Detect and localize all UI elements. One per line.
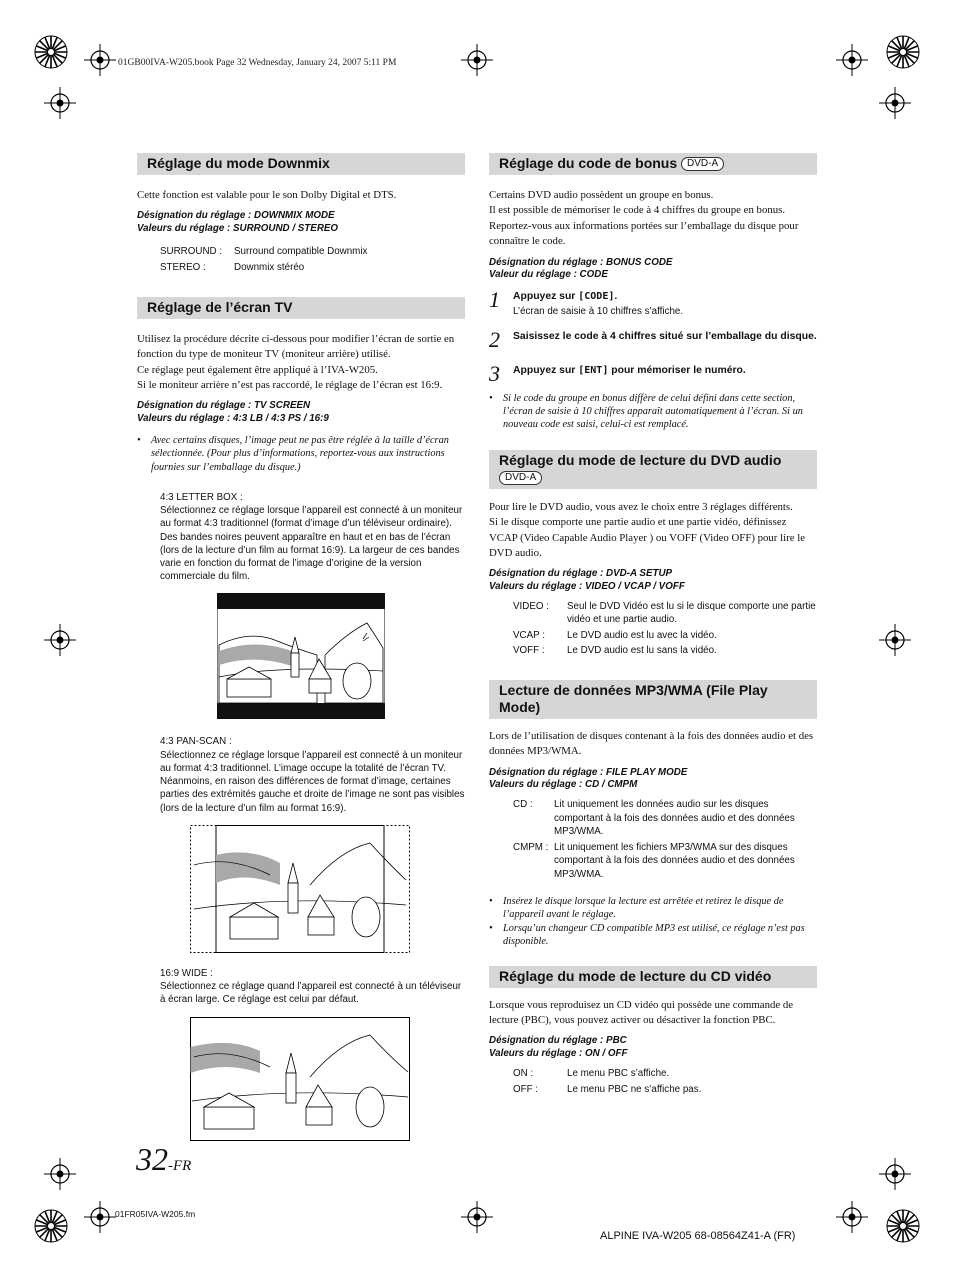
option-row	[513, 1082, 817, 1098]
bullet: •	[489, 922, 493, 934]
bonus-note	[489, 392, 817, 432]
code-key: [CODE]	[578, 291, 615, 303]
option-key: CD :	[513, 799, 533, 810]
ent-key: [ENT]	[578, 364, 609, 376]
tv-intro-3: Si le moniteur arrière n’est pas raccordé, le réglage de l’écran est 16:9.	[137, 379, 443, 392]
letterbox-text: Sélectionnez ce réglage lorsque l’appareil est connecté à un moniteur au format 4:3 traditionnel (format d’image d’un téléviseur ordinaire). Des bandes noires peuvent apparaître en haut et en bas de l’écran (lors de la lecture d’un film au format 16:9). La largeur de ces bandes varie en fonction du format de l’image d’origine de la version commerciale du film.	[160, 505, 463, 583]
option-value: Le menu PBC ne s’affiche pas.	[567, 1083, 702, 1095]
option-key: VOFF :	[513, 645, 545, 657]
downmix-designation: Désignation du réglage : DOWNMIX MODE	[137, 210, 335, 222]
mp3-designation: Désignation du réglage : FILE PLAY MODE	[489, 766, 688, 778]
step-text-pre: Appuyez sur	[513, 291, 579, 303]
page-number-suffix: -FR	[168, 1158, 192, 1174]
dvd-a-badge: DVD-A	[499, 471, 542, 485]
letterbox-desc	[160, 491, 465, 583]
section-title-video-cd: Réglage du mode de lecture du CD vidéo	[489, 966, 817, 988]
option-value: Le DVD audio est lu avec la vidéo.	[567, 629, 717, 641]
option-key: SURROUND :	[160, 245, 223, 257]
option-value: Downmix stéréo	[234, 261, 305, 273]
dvd-audio-designation: Désignation du réglage : DVD-A SETUP	[489, 568, 673, 580]
option-row	[513, 841, 817, 882]
option-value: Surround compatible Downmix	[234, 245, 368, 257]
bonus-title-text: Réglage du code de bonus	[499, 155, 678, 171]
step-2	[489, 326, 817, 352]
footer-model-code: ALPINE IVA-W205 68-08564Z41-A (FR)	[600, 1230, 796, 1242]
mp3-note-1	[489, 895, 817, 922]
wide-desc	[160, 967, 465, 1007]
note-text: Avec certains disques, l’image peut ne pas être réglée à la taille d’écran sélectionnée. (Pour plus d’informations, reportez-vous aux instructions fournies sur l’emballage du disque.)	[151, 434, 449, 473]
step-text-post: pour mémoriser le numéro.	[608, 364, 746, 376]
step-number: 3	[489, 360, 500, 386]
step-text: Saisissez le code à 4 chiffres situé sur l’emballage du disque.	[513, 330, 817, 342]
step-number: 1	[489, 287, 500, 313]
section-title-tv-screen: Réglage de l’écran TV	[137, 297, 465, 319]
bullet: •	[489, 392, 493, 404]
downmix-values: Valeurs du réglage : SURROUND / STEREO	[137, 222, 339, 234]
option-row	[513, 1066, 817, 1082]
option-value: Seul le DVD Vidéo est lu si le disque comporte une partie vidéo et une partie audio.	[567, 600, 816, 626]
vcd-values: Valeurs du réglage : ON / OFF	[489, 1047, 628, 1059]
option-value: Lit uniquement les données audio sur les disques comportant à la fois des données audio et des données MP3/WMA.	[554, 799, 795, 837]
left-column	[137, 153, 465, 1141]
panscan-label: 4:3 PAN-SCAN :	[160, 736, 232, 748]
panscan-text: Sélectionnez ce réglage lorsque l’appareil est connecté à un moniteur au format 4:3 traditionnel. L’image occupe la totalité de l’écran TV. Néanmoins, en raison des différences de format d’image, certaines parties des extrémités gauche et droite de l’image ne sont pas visibles (lors de la lecture d’un film au format 16:9).	[160, 749, 465, 814]
option-key: STEREO :	[160, 261, 206, 273]
right-column	[489, 153, 817, 1098]
option-row	[513, 798, 817, 839]
option-key: CMPM :	[513, 841, 549, 853]
option-row	[160, 244, 465, 260]
wide-label: 16:9 WIDE :	[160, 967, 213, 979]
bonus-intro-1: Certains DVD audio possèdent un groupe en bonus.	[489, 189, 714, 201]
step-text	[513, 364, 746, 379]
vcd-designation: Désignation du réglage : PBC	[489, 1035, 627, 1047]
section-title-mp3-wma: Lecture de données MP3/WMA (File Play Mode)	[489, 680, 817, 719]
dvd-audio-intro-2: Si le disque comporte une partie audio et une partie vidéo, définissez VCAP (Video Capable Audio Player ) ou VOFF (Video OFF) pour lire le DVD audio.	[489, 516, 805, 559]
section-title-downmix: Réglage du mode Downmix	[137, 153, 465, 175]
note-text: Lorsqu’un changeur CD compatible MP3 est utilisé, ce réglage n’est pas disponible.	[503, 922, 805, 948]
page-number	[136, 1142, 191, 1183]
option-key: ON :	[513, 1067, 534, 1079]
tv-designation: Désignation du réglage : TV SCREEN	[137, 400, 311, 412]
mp3-intro: Lors de l’utilisation de disques contenant à la fois des données audio et des données MP3/WMA.	[489, 729, 814, 758]
step-3	[489, 360, 817, 386]
dvd-audio-title-text: Réglage du mode de lecture du DVD audio	[499, 451, 782, 468]
bullet: •	[489, 896, 493, 907]
letterbox-illustration	[217, 593, 385, 719]
tv-intro-2: Ce réglage peut également être appliqué à l’IVA-W205.	[137, 363, 378, 376]
step-1	[489, 287, 817, 318]
dvd-audio-intro-1: Pour lire le DVD audio, vous avez le choix entre 3 réglages différents.	[489, 500, 793, 513]
bullet: •	[137, 434, 141, 446]
dvd-audio-options	[513, 600, 817, 658]
tv-intro-1: Utilisez la procédure décrite ci-dessous pour modifier l’écran de sortie en fonction du type de moniteur TV (moniteur arrière) utilisé.	[137, 332, 455, 361]
bonus-values: Valeur du réglage : CODE	[489, 268, 608, 280]
mp3-values: Valeurs du réglage : CD / CMPM	[489, 778, 638, 790]
footer-file-name: 01FR05IVA-W205.fm	[115, 1209, 196, 1219]
wide-text: Sélectionnez ce réglage quand l’appareil est connecté à un téléviseur à écran large. Ce réglage est celui par défaut.	[160, 980, 462, 1006]
tv-values: Valeurs du réglage : 4:3 LB / 4:3 PS / 16:9	[137, 412, 329, 424]
tv-note	[137, 434, 465, 474]
option-row	[513, 629, 817, 643]
step-number: 2	[489, 326, 500, 352]
step-text	[513, 290, 683, 305]
step-subtext: L’écran de saisie à 10 chiffres s’affiche.	[513, 305, 684, 317]
vcd-options	[513, 1066, 817, 1098]
page-number-value: 32	[136, 1141, 168, 1177]
section-title-bonus-code	[489, 153, 817, 175]
note-text: Insérez le disque lorsque la lecture est arrêtée et retirez le disque de l’appareil avant le réglage.	[503, 896, 784, 921]
option-row	[160, 260, 465, 276]
page-file-info: 01GB00IVA-W205.book Page 32 Wednesday, January 24, 2007 5:11 PM	[118, 58, 397, 68]
step-text-post: .	[614, 291, 618, 303]
step-text-pre: Appuyez sur	[513, 364, 579, 376]
bonus-designation: Désignation du réglage : BONUS CODE	[489, 256, 673, 268]
dvd-audio-values: Valeurs du réglage : VIDEO / VCAP / VOFF	[489, 580, 685, 592]
letterbox-label: 4:3 LETTER BOX :	[160, 492, 243, 504]
mp3-options	[513, 798, 817, 881]
mp3-note-2	[489, 922, 817, 949]
section-title-dvd-audio	[489, 450, 817, 489]
option-key: VIDEO :	[513, 600, 549, 612]
dvd-a-badge: DVD-A	[681, 157, 724, 171]
bonus-intro-2: Il est possible de mémoriser le code à 4 chiffres du groupe en bonus. Reportez-vous aux informations portées sur l’emballage du disque pour connaître le code.	[489, 204, 799, 248]
option-row	[513, 644, 817, 658]
wide-illustration	[190, 1017, 410, 1141]
option-value: Lit uniquement les fichiers MP3/WMA sur des disques comportant à la fois des données audio et des données MP3/WMA.	[554, 841, 795, 880]
panscan-illustration	[190, 825, 410, 953]
option-row	[513, 600, 817, 627]
option-value: Le menu PBC s’affiche.	[567, 1067, 670, 1079]
downmix-intro: Cette fonction est valable pour le son Dolby Digital et DTS.	[137, 189, 397, 201]
option-key: VCAP :	[513, 629, 545, 641]
option-key: OFF :	[513, 1083, 539, 1095]
downmix-options	[160, 244, 465, 276]
vcd-intro: Lorsque vous reproduisez un CD vidéo qui possède une commande de lecture (PBC), vous pouvez activer ou désactiver la fonction PBC.	[489, 998, 794, 1027]
panscan-desc	[160, 735, 465, 814]
option-value: Le DVD audio est lu sans la vidéo.	[567, 645, 717, 657]
note-text: Si le code du groupe en bonus diffère de celui défini dans cette section, l’écran de saisie à 10 chiffres apparaît automatiquement à l’écran. Si un nouveau code est saisi, celui-ci est remplacé.	[503, 392, 803, 431]
